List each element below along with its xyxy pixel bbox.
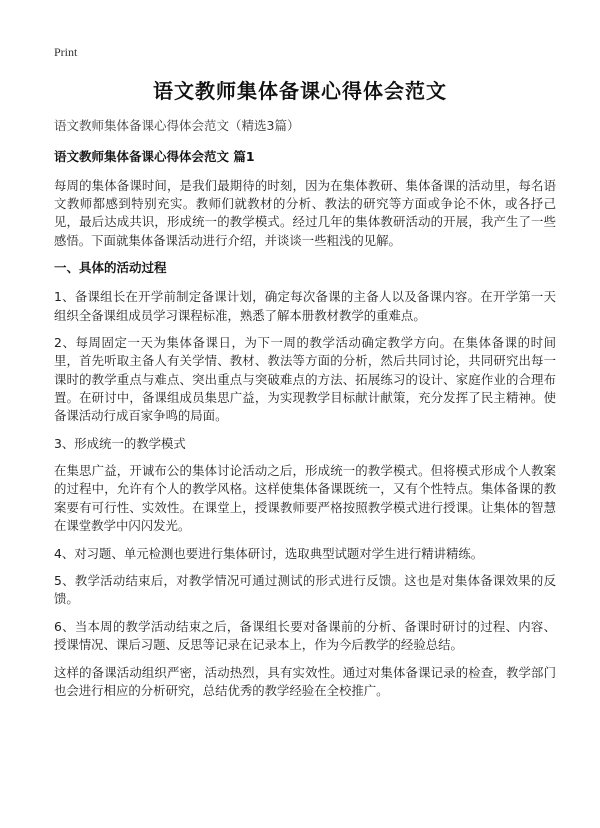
- section-heading-process: 一、具体的活动过程: [54, 260, 167, 276]
- list-item-5: 5、教学活动结束后，对教学情况可通过测试的形式进行反馈。这也是对集体备课效果的反馈。: [54, 573, 556, 607]
- list-item-1: 1、备课组长在开学前制定备课计划，确定每次备课的主备人以及备课内容。在开学第一天组织全备课组成员学习课程标准，熟悉了解本册教材教学的重难点。: [54, 289, 556, 323]
- closing-paragraph: 这样的备课活动组织严密，活动热烈，具有实效性。通过对集体备课记录的检查，教学部门也会进行相应的分析研究，总结优秀的教学经验在全校推广。: [54, 665, 556, 699]
- subtitle: 语文教师集体备课心得体会范文（精选3篇）: [54, 118, 300, 133]
- article-body: [54, 117, 556, 710]
- list-item-4: 4、对习题、单元检测也要进行集体研讨，选取典型试题对学生进行精讲精练。: [54, 545, 484, 561]
- intro-paragraph: 每周的集体备课时间，是我们最期待的时刻，因为在集体教研、集体备课的活动里，每名语文教师都感到特别充实。教师们就教材的分析、教法的研究等方面或争论不休，或各抒己见，最后达成共识，形成统一的教学模式。经过几年的集体教研活动的开展，我产生了一些感悟。下面就集体备课活动进行介绍，并谈谈一些粗浅的见解。: [54, 178, 556, 248]
- print-link[interactable]: Print: [54, 45, 78, 59]
- page-title: 语文教师集体备课心得体会范文: [153, 79, 447, 103]
- list-item-6: 6、当本周的教学活动结束之后，备课组长要对备课前的分析、备课时研讨的过程、内容、授课情况、课后习题、反思等记录在记录本上，作为今后教学的经验总结。: [54, 619, 556, 653]
- article-heading: 语文教师集体备课心得体会范文 篇1: [54, 149, 255, 164]
- list-item-2: 2、每周固定一天为集体备课日，为下一周的教学活动确定教学方向。在集体备课的时间里，首先听取主备人有关学情、教材、教法等方面的分析，然后共同讨论，共同研究出每一课时的教学重点与难点、突出重点与突破难点的方法、拓展练习的设计、家庭作业的合理布置。在研讨中，备课组成员集思广益，为实现教学目标献计献策，充分发挥了民主精神。使备课活动行成百家争鸣的局面。: [54, 335, 556, 424]
- list-item-3-heading: 3、形成统一的教学模式: [54, 435, 186, 451]
- list-item-3-body: 在集思广益，开诚布公的集体讨论活动之后，形成统一的教学模式。但将模式形成个人教案的过程中，允许有个人的教学风格。这样使集体备课既统一，又有个性特点。集体备课的教案要有可行性、实效性。在课堂上，授课教师要严格按照教学模式进行授课。让集体的智慧在课堂教学中闪闪发光。: [54, 463, 556, 533]
